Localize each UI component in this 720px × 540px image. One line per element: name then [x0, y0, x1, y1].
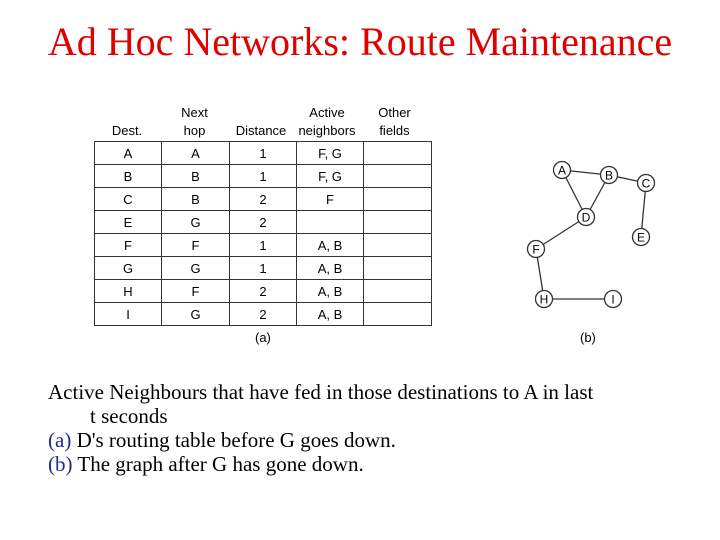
table-cell: G: [95, 257, 162, 280]
table-cell: 1: [230, 234, 297, 257]
node-label: B: [604, 168, 614, 183]
line-3-text: D's routing table before G goes down.: [71, 428, 396, 452]
node-label: H: [539, 292, 549, 307]
table-cell: A, B: [297, 303, 364, 326]
node-label: E: [636, 230, 646, 245]
node-label: F: [532, 242, 540, 257]
header-line1: Other: [378, 105, 411, 120]
table-cell: 1: [230, 142, 297, 165]
label-b: (b): [48, 452, 73, 476]
node-label: C: [641, 176, 651, 191]
table-cell: C: [95, 188, 162, 211]
description-line-4: [48, 452, 708, 476]
table-cell: A, B: [297, 257, 364, 280]
table-cell: B: [162, 165, 230, 188]
node-label: A: [557, 163, 567, 178]
description-text: [48, 380, 708, 476]
table-cell: 1: [230, 165, 297, 188]
table-cell: 2: [230, 280, 297, 303]
graph-caption: (b): [580, 330, 596, 345]
table-cell: F: [162, 280, 230, 303]
node-I: [605, 291, 622, 308]
node-B: [601, 167, 618, 184]
header-line1: Next: [181, 105, 208, 120]
table-cell: G: [162, 303, 230, 326]
description-line-3: [48, 428, 708, 452]
description-line-2: t seconds: [90, 404, 168, 428]
table-cell: B: [162, 188, 230, 211]
header-line2: neighbors: [298, 123, 356, 138]
header-line2: fields: [379, 123, 410, 138]
header-line2: Distance: [235, 123, 287, 138]
node-A: [554, 162, 571, 179]
node-H: [536, 291, 553, 308]
label-a: (a): [48, 428, 72, 452]
header-line2: Dest.: [111, 123, 143, 138]
node-F: [528, 241, 545, 258]
table-cell: A: [95, 142, 162, 165]
table-cell: A: [162, 142, 230, 165]
table-cell: G: [162, 257, 230, 280]
node-label: D: [581, 210, 591, 225]
table-cell: F, G: [297, 165, 364, 188]
table-cell: A, B: [297, 280, 364, 303]
description-line-1: Active Neighbours that have fed in those destinations to A in last: [48, 380, 594, 404]
header-line1: Active: [309, 105, 345, 120]
table-cell: I: [95, 303, 162, 326]
table-cell: F: [95, 234, 162, 257]
table-cell: H: [95, 280, 162, 303]
table-cell: G: [162, 211, 230, 234]
node-label: I: [611, 292, 615, 307]
header-line2: hop: [183, 123, 206, 138]
table-cell: 1: [230, 257, 297, 280]
node-E: [633, 229, 650, 246]
table-cell: F: [162, 234, 230, 257]
line-4-text: The graph after G has gone down.: [72, 452, 364, 476]
table-cell: 2: [230, 211, 297, 234]
node-C: [638, 175, 655, 192]
table-cell: 2: [230, 303, 297, 326]
table-cell: B: [95, 165, 162, 188]
table-cell: 2: [230, 188, 297, 211]
table-caption: (a): [255, 330, 271, 345]
node-D: [578, 209, 595, 226]
table-cell: A, B: [297, 234, 364, 257]
table-cell: E: [95, 211, 162, 234]
slide-title: Ad Hoc Networks: Route Maintenance: [47, 19, 673, 64]
table-cell: F: [297, 188, 364, 211]
table-cell: F, G: [297, 142, 364, 165]
